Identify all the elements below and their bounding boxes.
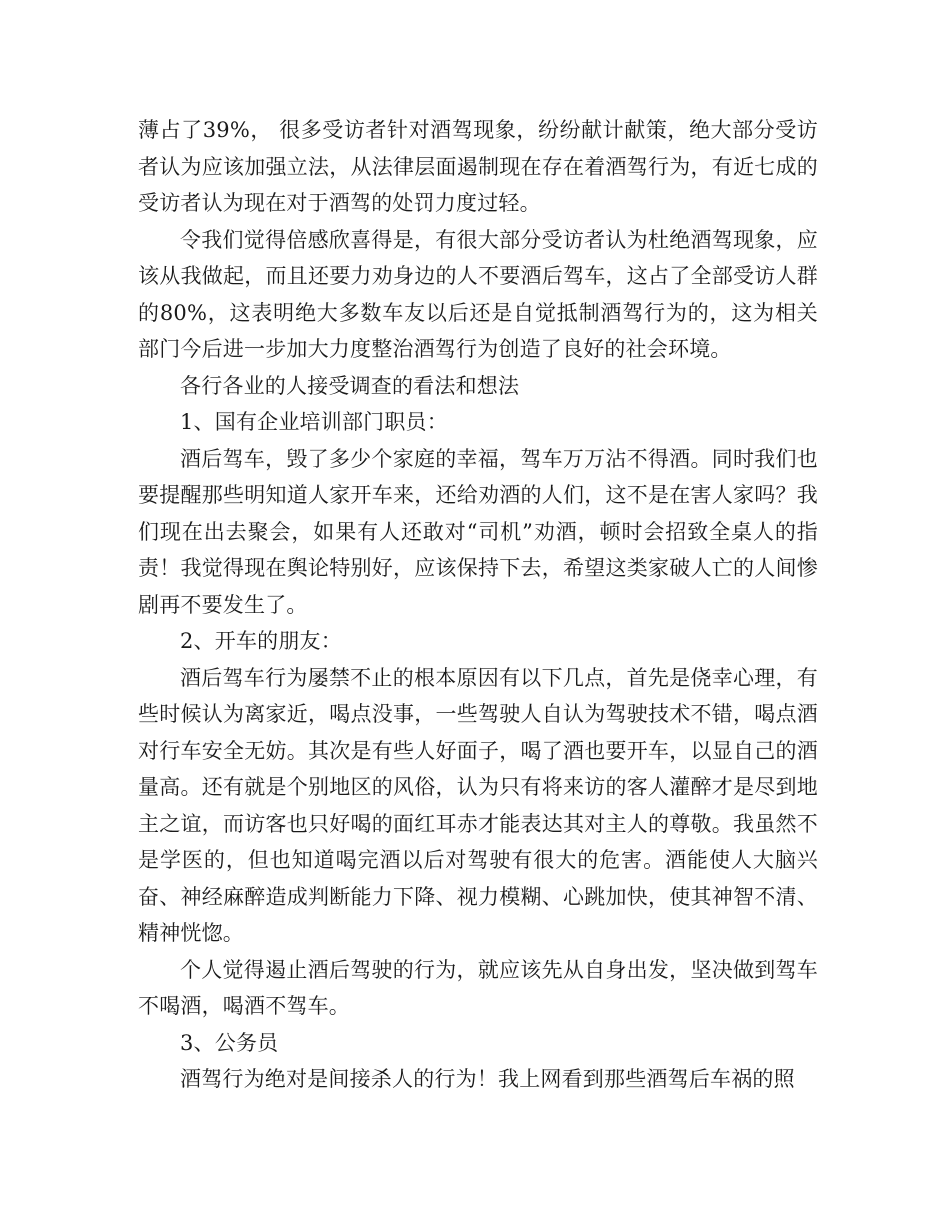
paragraph-1: 薄占了39%， 很多受访者针对酒驾现象，纷纷献计献策，绝大部分受访者认为应该加强立法，从法律层面遏制现在存在着酒驾行为，有近七成的受访者认为现在对于酒驾的处罚力度过轻。 bbox=[138, 118, 818, 215]
subheading-2: 2、开车的朋友： bbox=[180, 629, 342, 653]
document-body bbox=[138, 112, 818, 1098]
paragraph-2: 令我们觉得倍感欣喜得是，有很大部分受访者认为杜绝酒驾现象，应该从我做起，而且还要力劝身边的人不要酒后驾车，这占了全部受访人群的80%，这表明绝大多数车友以后还是自觉抵制酒驾行为的，这为相关部门今后进一步加大力度整治酒驾行为创造了良好的社会环境。 bbox=[138, 227, 818, 361]
section-heading: 各行各业的人接受调查的看法和想法 bbox=[180, 373, 520, 398]
paragraph-4: 酒后驾车行为屡禁不止的根本原因有以下几点，首先是侥幸心理，有些时候认为离家近，喝点没事，一些驾驶人自认为驾驶技术不错，喝点酒对行车安全无妨。其次是有些人好面子，喝了酒也要开车，以显自己的酒量高。还有就是个别地区的风俗，认为只有将来访的客人灌醉才是尽到地主之谊，而访客也只好喝的面红耳赤才能表达其对主人的尊敬。我虽然不是学医的，但也知道喝完酒以后对驾驶有很大的危害。酒能使人大脑兴奋、神经麻醉造成判断能力下降、视力模糊、心跳加快，使其神智不清、精神恍惚。 bbox=[138, 665, 818, 945]
subheading-1: 1、国有企业培训部门职员： bbox=[180, 410, 448, 434]
paragraph-5: 个人觉得遏止酒后驾驶的行为，就应该先从自身出发，坚决做到驾车不喝酒，喝酒不驾车。 bbox=[138, 957, 818, 1018]
paragraph-3: 酒后驾车，毁了多少个家庭的幸福，驾车万万沾不得酒。同时我们也要提醒那些明知道人家开车来，还给劝酒的人们，这不是在害人家吗？我们现在出去聚会，如果有人还敢对“司机”劝酒，顿时会招致全桌人的指责！我觉得现在舆论特别好，应该保持下去，希望这类家破人亡的人间惨剧再不要发生了。 bbox=[138, 446, 818, 617]
subheading-3: 3、公务员 bbox=[180, 1030, 279, 1055]
paragraph-6: 酒驾行为绝对是间接杀人的行为！我上网看到那些酒驾后车祸的照 bbox=[180, 1067, 795, 1091]
